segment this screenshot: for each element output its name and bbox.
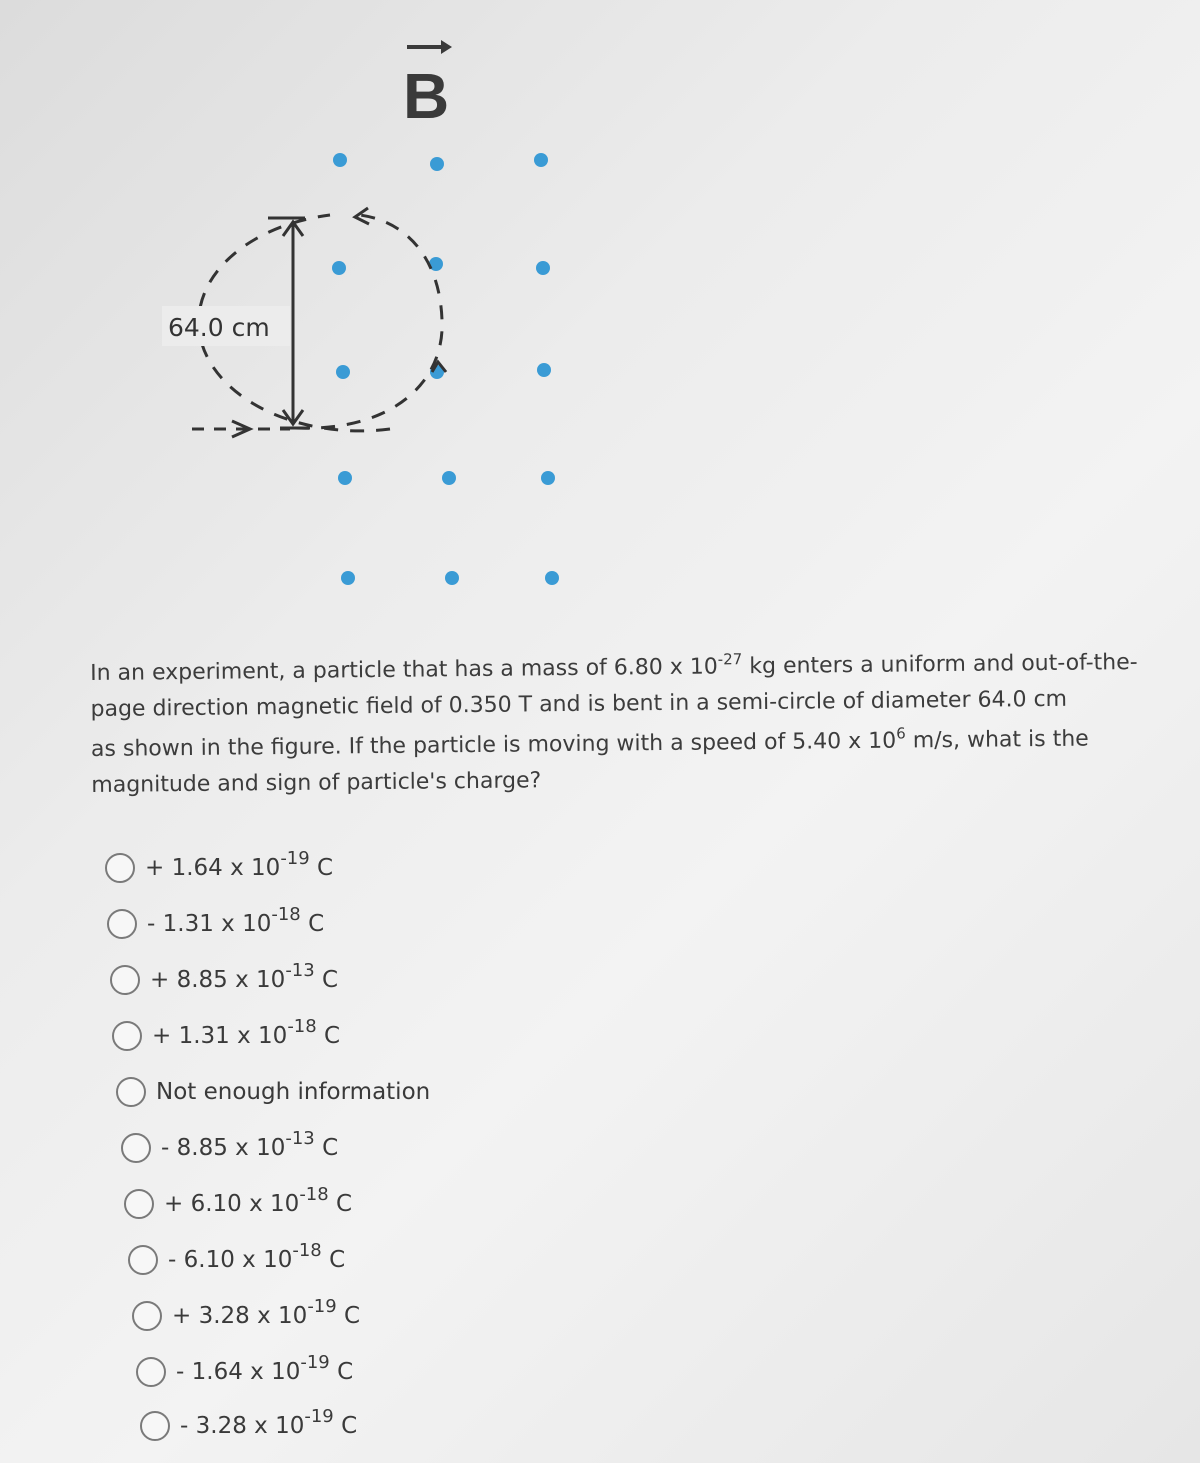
field-dot [537,363,551,377]
option-unit: C [341,1413,358,1439]
field-dot [332,261,346,275]
question-line-1 [90,645,1161,728]
radio-button[interactable] [121,1133,151,1163]
radio-button[interactable] [124,1189,154,1219]
field-dot [545,571,559,585]
dimension-label: 64.0 cm [168,313,270,342]
radio-button[interactable] [136,1357,166,1387]
answer-option-label [176,1352,354,1385]
option-exponent: -18 [292,1240,322,1261]
option-sign: - [147,911,156,937]
answer-option[interactable] [107,904,324,944]
field-dot [341,571,355,585]
answer-option-label [145,848,334,881]
option-exponent: -18 [299,1184,329,1205]
answer-option-label [172,1296,361,1329]
radio-button[interactable] [140,1411,170,1441]
answer-option-label [164,1184,353,1217]
option-mantissa: 1.64 x 10 [191,1359,301,1385]
speed-exponent: 6 [896,724,906,743]
answer-options [105,848,605,1448]
field-dot [430,157,444,171]
option-mantissa: 1.64 x 10 [171,855,281,881]
option-unit: C [324,1023,341,1049]
option-mantissa: 6.10 x 10 [183,1247,293,1273]
answer-option[interactable] [112,1016,340,1056]
answer-option[interactable] [140,1406,357,1446]
field-vector-arrow-head [441,40,452,54]
option-unit: C [317,855,334,881]
option-sign: + [150,967,170,993]
answer-option-label [161,1128,339,1161]
option-mantissa: 1.31 x 10 [162,911,272,937]
option-text: Not enough information [156,1079,431,1105]
option-unit: C [329,1247,346,1273]
answer-option-label [156,1079,430,1105]
semicircle-path-right [295,215,442,428]
field-dot [429,257,443,271]
option-exponent: -19 [300,1352,330,1373]
radio-button[interactable] [132,1301,162,1331]
option-mantissa: 6.10 x 10 [190,1191,300,1217]
option-unit: C [344,1303,361,1329]
radio-button[interactable] [107,909,137,939]
option-unit: C [308,911,325,937]
question-line-2-pre: as shown in the figure. If the particle is moving with a speed of 5.40 x 10 [90,728,897,762]
option-unit: C [337,1359,354,1385]
radio-button[interactable] [116,1077,146,1107]
option-exponent: -13 [285,960,315,981]
field-dot [338,471,352,485]
answer-option[interactable] [105,848,333,888]
option-mantissa: 3.28 x 10 [198,1303,308,1329]
answer-option-label [147,904,325,937]
radio-button[interactable] [128,1245,158,1275]
field-dot [445,571,459,585]
answer-option[interactable] [121,1128,338,1168]
answer-option-label [180,1406,358,1439]
field-dot [442,471,456,485]
option-unit: C [336,1191,353,1217]
question-line-2-post: m/s, what is the magnitude and sign of particle's charge? [91,726,1089,798]
option-exponent: -13 [285,1128,315,1149]
option-exponent: -19 [307,1296,337,1317]
answer-option[interactable] [110,960,338,1000]
option-mantissa: 8.85 x 10 [176,1135,286,1161]
answer-option[interactable] [116,1072,430,1112]
option-mantissa: 1.31 x 10 [178,1023,288,1049]
option-sign: + [172,1303,192,1329]
question-text [90,645,1161,804]
option-exponent: -19 [280,848,310,869]
option-exponent: -18 [271,904,301,925]
answer-option-label [152,1016,341,1049]
radio-button[interactable] [112,1021,142,1051]
magnetic-field-figure [0,0,1200,640]
question-line-2 [91,721,1162,804]
radio-button[interactable] [105,853,135,883]
answer-option[interactable] [136,1352,353,1392]
field-dot [333,153,347,167]
option-sign: - [161,1135,170,1161]
question-line-1-pre: In an experiment, a particle that has a mass of 6.80 x 10 [90,654,718,686]
field-dot [534,153,548,167]
option-sign: + [152,1023,172,1049]
option-mantissa: 8.85 x 10 [176,967,286,993]
answer-option-label [150,960,339,993]
option-sign: + [145,855,165,881]
radio-button[interactable] [110,965,140,995]
mass-exponent: -27 [717,650,743,669]
option-unit: C [322,1135,339,1161]
answer-option[interactable] [132,1296,360,1336]
option-exponent: -19 [304,1406,334,1427]
field-dot [336,365,350,379]
answer-option[interactable] [124,1184,352,1224]
option-sign: + [164,1191,184,1217]
field-dot [536,261,550,275]
option-sign: - [168,1247,177,1273]
field-dot [541,471,555,485]
option-unit: C [322,967,339,993]
option-sign: - [180,1413,189,1439]
option-sign: - [176,1359,185,1385]
answer-option[interactable] [128,1240,345,1280]
answer-option-label [168,1240,346,1273]
option-exponent: -18 [287,1016,317,1037]
option-mantissa: 3.28 x 10 [195,1413,305,1439]
question-line-1-post: kg enters a uniform and out-of-the-page direction magnetic field of 0.350 T and is bent in a semi-circle of diameter 64.0 cm [90,650,1138,722]
field-symbol: B [403,60,450,132]
